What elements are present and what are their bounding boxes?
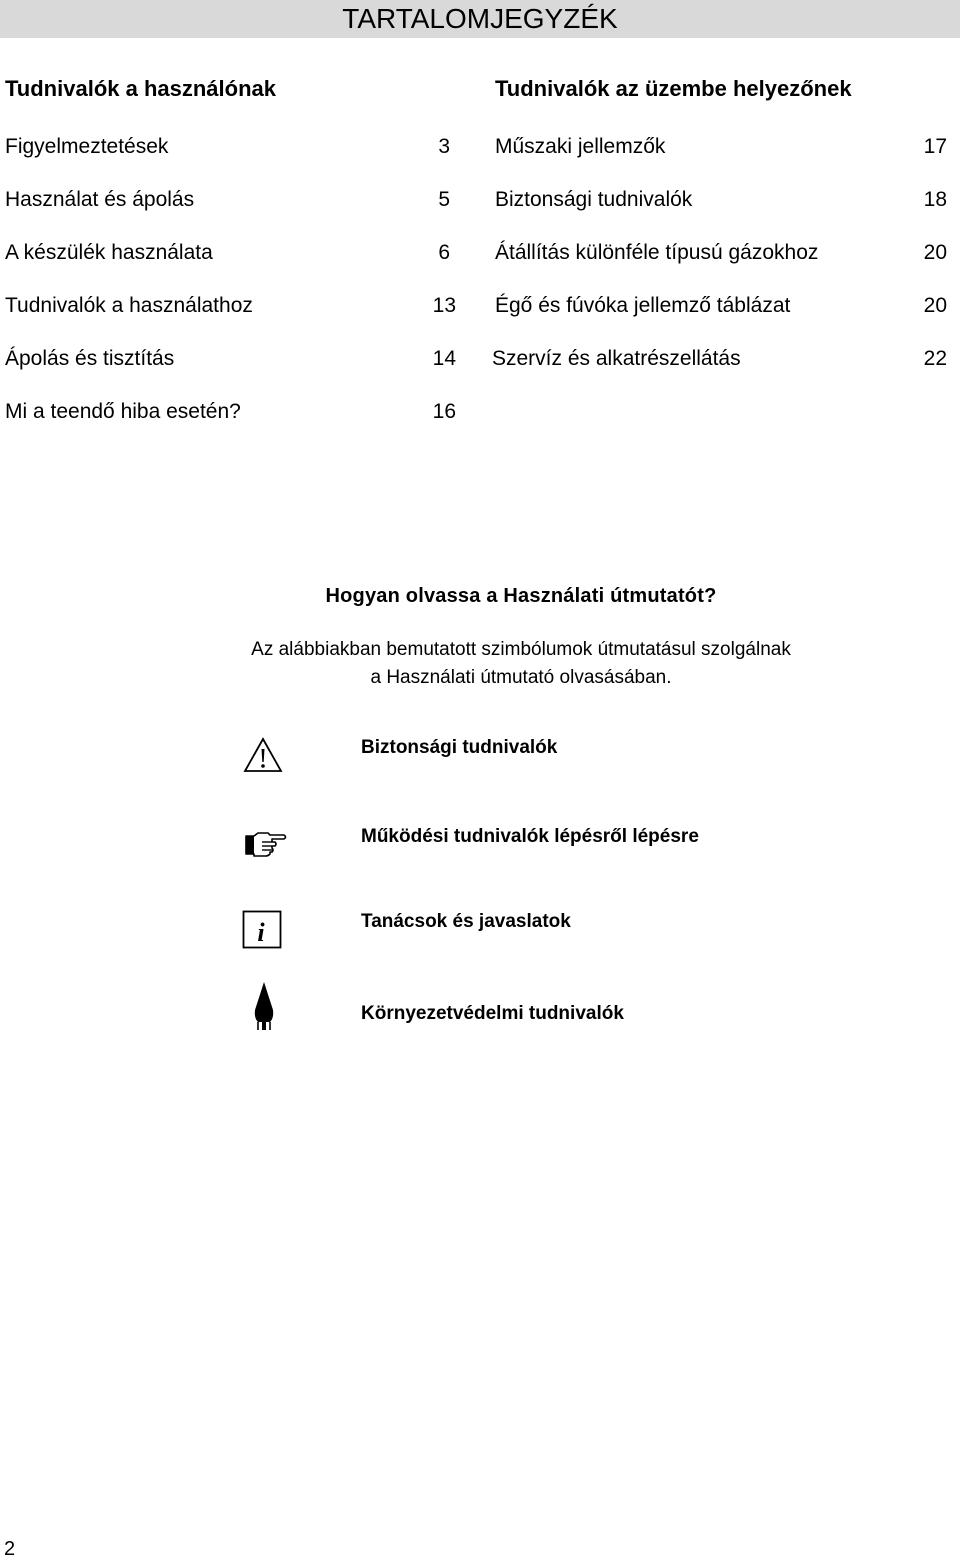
toc-entry-label: Mi a teendő hiba esetén? xyxy=(5,400,241,423)
toc-entry-page: 6 xyxy=(438,241,450,264)
guide-intro xyxy=(0,636,960,692)
toc-entry-page: 13 xyxy=(432,294,456,317)
toc-entry-page: 14 xyxy=(432,347,456,370)
toc-entry-label: Szervíz és alkatrészellátás xyxy=(492,347,741,370)
toc-entry-page: 20 xyxy=(923,241,947,264)
page-number: 2 xyxy=(4,1538,16,1560)
toc-entry-page: 3 xyxy=(438,135,450,158)
toc-entry[interactable] xyxy=(5,135,456,165)
guide-intro-line: a Használati útmutató olvasásában. xyxy=(370,667,672,688)
left-column-heading: Tudnivalók a használónak xyxy=(5,76,276,101)
svg-text:i: i xyxy=(257,918,265,947)
toc-entry[interactable] xyxy=(495,294,947,324)
toc-entry-label: Átállítás különféle típusú gázokhoz xyxy=(495,241,819,264)
toc-entry-label: Égő és fúvóka jellemző táblázat xyxy=(495,294,791,317)
toc-entry-label: Ápolás és tisztítás xyxy=(5,347,175,370)
toc-entry-page: 5 xyxy=(438,188,450,211)
toc-entry-page: 22 xyxy=(923,347,947,370)
toc-entry-label: Használat és ápolás xyxy=(5,188,195,211)
toc-entry-label: Tudnivalók a használathoz xyxy=(5,294,253,317)
toc-entry[interactable] xyxy=(495,135,947,165)
guide-heading: Hogyan olvassa a Használati útmutatót? xyxy=(325,585,717,607)
toc-entry-label: Figyelmeztetések xyxy=(5,135,169,158)
legend-label: Működési tudnivalók lépésről lépésre xyxy=(361,826,699,847)
toc-entry[interactable] xyxy=(5,347,456,377)
toc-entry[interactable] xyxy=(5,241,456,271)
toc-entry-page: 16 xyxy=(432,400,456,423)
toc-entry-label: A készülék használata xyxy=(5,241,213,264)
toc-entry-page: 17 xyxy=(923,135,947,158)
warning-triangle-icon xyxy=(242,736,284,779)
page-title: TARTALOMJEGYZÉK xyxy=(0,0,960,38)
toc-entry-page: 20 xyxy=(923,294,947,317)
toc-entry[interactable] xyxy=(495,241,947,271)
legend-label: Biztonsági tudnivalók xyxy=(361,737,558,758)
toc-entry-label: Biztonsági tudnivalók xyxy=(495,188,693,211)
toc-entry-label: Műszaki jellemzők xyxy=(495,135,666,158)
toc-entry[interactable] xyxy=(495,188,947,218)
info-icon xyxy=(242,910,282,955)
pointing-hand-icon xyxy=(244,830,288,863)
toc-entry[interactable] xyxy=(5,400,456,430)
legend-label: Környezetvédelmi tudnivalók xyxy=(361,1003,624,1024)
toc-entry[interactable] xyxy=(5,188,456,218)
legend-label: Tanácsok és javaslatok xyxy=(361,911,571,932)
toc-entry[interactable] xyxy=(492,347,947,377)
guide-intro-line: Az alábbiakban bemutatott szimbólumok útmutatásul szolgálnak xyxy=(251,639,791,660)
toc-entry[interactable] xyxy=(5,294,456,324)
tree-icon xyxy=(248,980,280,1037)
right-column-heading: Tudnivalók az üzembe helyezőnek xyxy=(495,76,852,101)
toc-entry-page: 18 xyxy=(923,188,947,211)
